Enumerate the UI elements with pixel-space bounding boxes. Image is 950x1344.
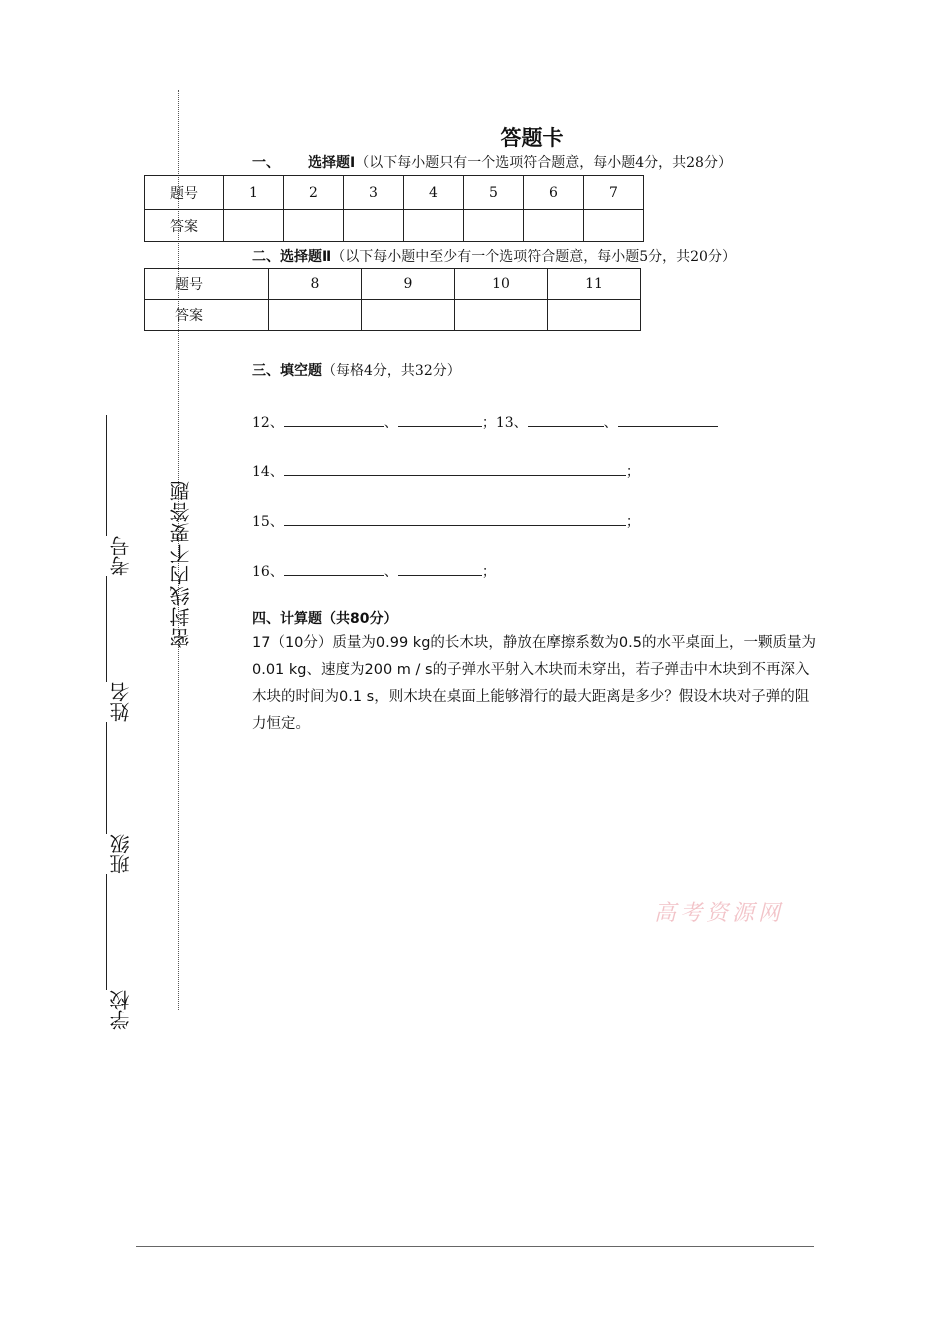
answer-cell[interactable] (584, 210, 644, 242)
answer-cell[interactable] (464, 210, 524, 242)
answer-cell[interactable] (284, 210, 344, 242)
exam-number-label: 考号 (109, 536, 133, 577)
question-number: 1 (224, 176, 284, 210)
question-number: 6 (524, 176, 584, 210)
section4-name: 四、计算题（共80分） (252, 611, 398, 627)
answer-cell[interactable] (269, 300, 362, 331)
blank-row-12-13: 12、 、 ；13、 、 (252, 412, 718, 432)
answer-cell[interactable] (404, 210, 464, 242)
section3-heading (252, 360, 461, 380)
question-number: 11 (548, 269, 641, 300)
section1-number: 一、 (252, 155, 280, 171)
q15-label: 15、 (252, 514, 284, 530)
q12-label: 12、 (252, 415, 284, 431)
q13-label: 13、 (495, 415, 528, 431)
answer-cell[interactable] (524, 210, 584, 242)
question-number: 2 (284, 176, 344, 210)
student-info-fields (106, 415, 135, 1030)
section2-answer-table (144, 268, 641, 331)
question-number: 8 (269, 269, 362, 300)
q14-blank[interactable] (284, 461, 626, 476)
exam-number-blank[interactable] (106, 415, 107, 536)
question-number: 4 (404, 176, 464, 210)
section2-note: （以下每小题中至少有一个选项符合题意，每小题5分，共20分） (331, 249, 736, 265)
name-label: 姓名 (109, 682, 133, 723)
section3-note: （每格4分，共32分） (322, 363, 461, 379)
question-number: 7 (584, 176, 644, 210)
page-title: 答题卡 (500, 126, 564, 150)
class-blank[interactable] (106, 723, 107, 834)
q13-blank-2[interactable] (618, 412, 718, 427)
problem-17: 17（10分）质量为0.99 kg的长木块，静放在摩擦系数为0.5的水平桌面上，一颗质量为0.01 kg、速度为200 m / s的子弹水平射入木块而未穿出，若子弹击中木块到不再深入木块的时间为0.1 s，则木块在桌面上能够滑行的最大距离是多少？假设木块对子弹的阻力恒定。 (252, 635, 816, 732)
name-blank[interactable] (106, 576, 107, 682)
school-blank[interactable] (106, 874, 107, 990)
seal-notice: 密封线内不要答题 (169, 480, 193, 648)
q15-blank[interactable] (284, 511, 626, 526)
section1-name: 选择题Ⅰ (308, 155, 356, 171)
row-label-answer: 答案 (145, 210, 224, 242)
footer-divider (136, 1246, 814, 1247)
answer-cell[interactable] (548, 300, 641, 331)
q16-label: 16、 (252, 564, 284, 580)
blank-row-15: 15、 ； (252, 511, 640, 531)
answer-cell[interactable] (455, 300, 548, 331)
q12-blank-2[interactable] (398, 412, 482, 427)
section3-name: 三、填空题 (252, 363, 322, 379)
class-label: 班级 (109, 833, 133, 874)
blank-row-14: 14、 ； (252, 461, 640, 481)
school-label: 学校 (109, 990, 133, 1030)
row-label-number: 题号 (175, 269, 269, 300)
question-number: 3 (344, 176, 404, 210)
q12-blank-1[interactable] (284, 412, 384, 427)
q16-blank-2[interactable] (398, 561, 482, 576)
blank-row-16: 16、 、 ； (252, 561, 496, 581)
watermark: 高考资源网 (654, 901, 785, 926)
q16-blank-1[interactable] (284, 561, 384, 576)
answer-cell[interactable] (344, 210, 404, 242)
section2-name: 二、选择题Ⅱ (252, 249, 332, 265)
section1-answer-table (144, 175, 644, 242)
section1-heading (252, 152, 732, 172)
row-label-answer: 答案 (175, 300, 269, 331)
q13-blank-1[interactable] (528, 412, 604, 427)
question-number: 5 (464, 176, 524, 210)
question-number: 10 (455, 269, 548, 300)
q14-label: 14、 (252, 464, 284, 480)
section4-heading (252, 608, 397, 628)
section1-note: （以下每小题只有一个选项符合题意，每小题4分，共28分） (355, 155, 732, 171)
answer-cell[interactable] (224, 210, 284, 242)
section2-heading (252, 246, 736, 266)
row-label-number: 题号 (145, 176, 224, 210)
question-number: 9 (362, 269, 455, 300)
answer-cell[interactable] (362, 300, 455, 331)
